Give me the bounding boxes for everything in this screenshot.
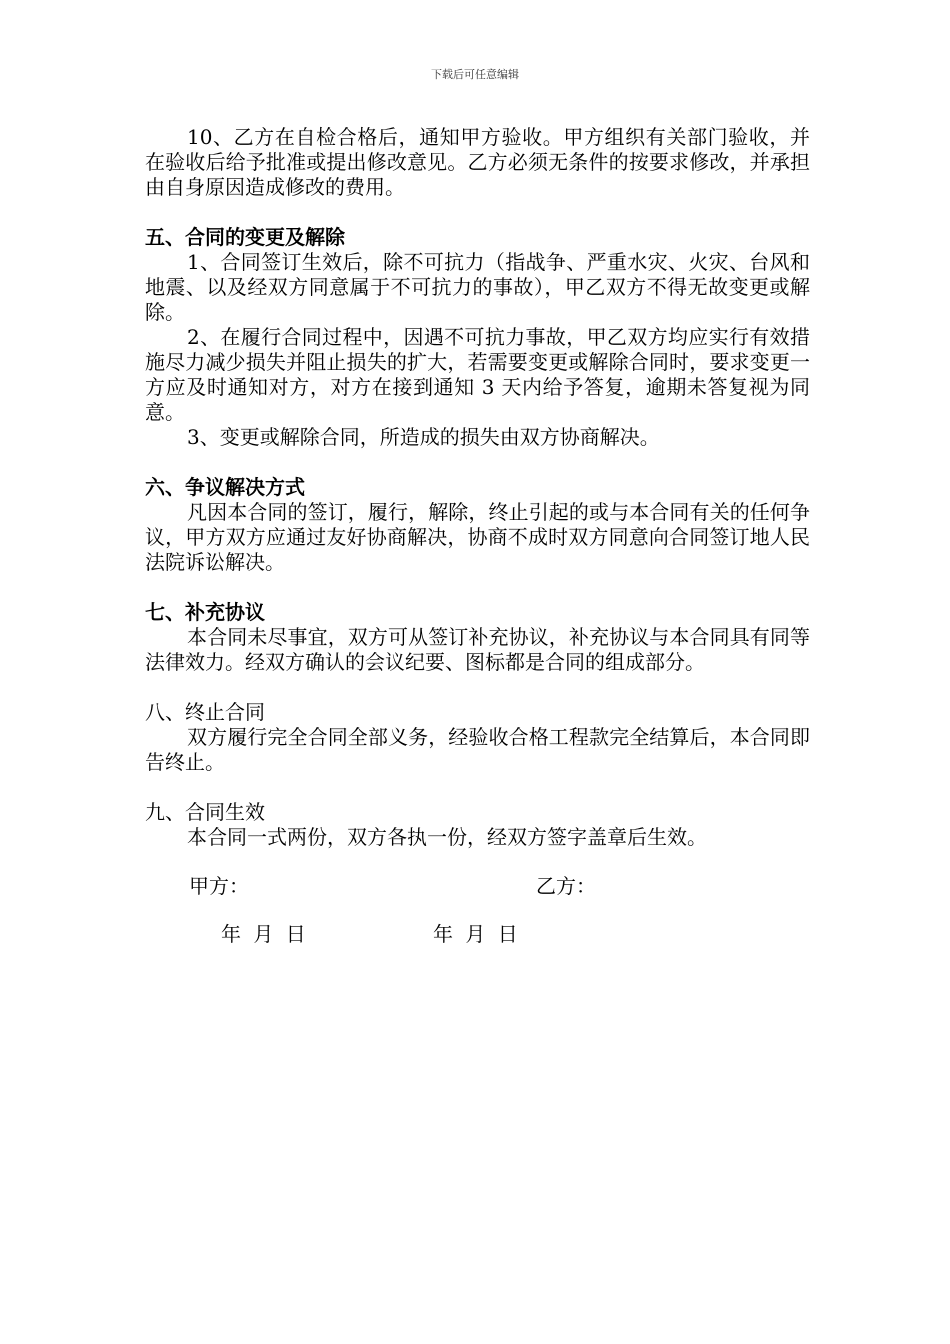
section-5-paragraph-3: 3、变更或解除合同，所造成的损失由双方协商解决。	[187, 425, 660, 449]
spacer	[145, 450, 810, 475]
section-8-paragraph-1: 双方履行完全合同全部义务，经验收合格工程款完全结算后，本合同即告终止。	[145, 725, 810, 774]
contract-body	[145, 125, 810, 947]
section-6-paragraph-1: 凡因本合同的签订，履行，解除，终止引起的或与本合同有关的任何争议，甲方双方应通过友好协商解决，协商不成时双方同意向合同签订地人民法院诉讼解决。	[145, 500, 810, 574]
party-b-label: 乙方：	[536, 874, 596, 898]
party-b-date: 年 月 日	[433, 922, 521, 946]
signature-row	[145, 874, 810, 899]
spacer	[145, 575, 810, 600]
spacer	[145, 675, 810, 700]
section-5-paragraph-2: 2、在履行合同过程中，因遇不可抗力事故，甲乙双方均应实行有效措施尽力减少损失并阻止损失的扩大，若需要变更或解除合同时，要求变更一方应及时通知对方，对方在接到通知 3 天内给予答复，逾期未答复视为同意。	[145, 325, 810, 424]
date-row	[145, 922, 810, 947]
spacer	[145, 775, 810, 800]
spacer	[145, 200, 810, 225]
item-10-paragraph: 10、乙方在自检合格后，通知甲方验收。甲方组织有关部门验收，并在验收后给予批准或提出修改意见。乙方必须无条件的按要求修改，并承担由自身原因造成修改的费用。	[145, 125, 810, 199]
section-7-heading: 七、补充协议	[145, 600, 265, 624]
section-9-heading: 九、合同生效	[145, 800, 265, 824]
section-5-paragraph-1: 1、合同签订生效后，除不可抗力（指战争、严重水灾、火灾、台风和地震、以及经双方同意属于不可抗力的事故），甲乙双方不得无故变更或解除。	[145, 250, 810, 324]
section-8-heading: 八、终止合同	[145, 700, 265, 724]
section-5-heading: 五、合同的变更及解除	[145, 225, 345, 249]
section-6-heading: 六、争议解决方式	[145, 475, 305, 499]
section-7-paragraph-1: 本合同未尽事宜，双方可从签订补充协议，补充协议与本合同具有同等法律效力。经双方确认的会议纪要、图标都是合同的组成部分。	[145, 625, 810, 674]
section-9-paragraph-1: 本合同一式两份，双方各执一份，经双方签字盖章后生效。	[187, 825, 707, 849]
party-a-label: 甲方：	[189, 874, 249, 898]
page-header-note: 下载后可任意编辑	[431, 68, 519, 81]
party-a-date: 年 月 日	[221, 922, 309, 946]
